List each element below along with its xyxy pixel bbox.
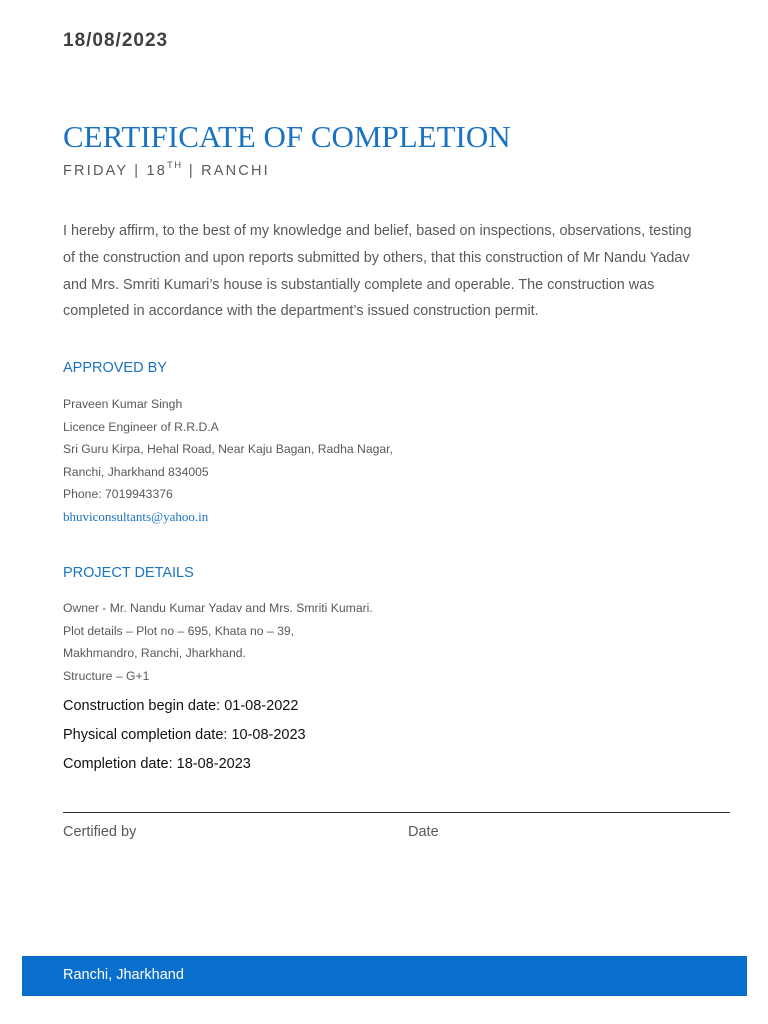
- certified-by-label: Certified by: [63, 824, 137, 840]
- approved-by-heading: APPROVED BY: [63, 360, 167, 376]
- project-plot-details: Plot details – Plot no – 695, Khata no – 39,: [63, 623, 295, 638]
- approver-email-link[interactable]: bhuviconsultants@yahoo.in: [63, 509, 209, 524]
- project-owner: Owner - Mr. Nandu Kumar Yadav and Mrs. Smriti Kumari.: [63, 601, 373, 615]
- subtitle-day: FRIDAY | 18: [63, 163, 167, 179]
- approver-name: Praveen Kumar Singh: [63, 397, 183, 411]
- approver-address-line-1: Sri Guru Kirpa, Hehal Road, Near Kaju Bagan, Radha Nagar,: [63, 442, 393, 457]
- subtitle-ordinal-suffix: TH: [167, 160, 183, 171]
- footer-location: Ranchi, Jharkhand: [63, 967, 184, 983]
- completion-date: Completion date: 18-08-2023: [63, 756, 251, 772]
- project-dates: [63, 692, 306, 779]
- approver-details: [63, 393, 393, 506]
- construction-begin-date: Construction begin date: 01-08-2022: [63, 698, 299, 714]
- footer-bar: [22, 956, 747, 996]
- project-location: Makhmandro, Ranchi, Jharkhand.: [63, 646, 246, 661]
- approver-address-line-2: Ranchi, Jharkhand 834005: [63, 464, 209, 479]
- project-details-heading: PROJECT DETAILS: [63, 565, 194, 581]
- certificate-title: CERTIFICATE OF COMPLETION: [63, 119, 511, 154]
- certificate-subtitle: [63, 160, 270, 179]
- subtitle-place: | RANCHI: [182, 163, 270, 179]
- project-details: [63, 597, 373, 687]
- signature-line: [63, 812, 730, 813]
- document-date: 18/08/2023: [63, 30, 169, 51]
- approver-designation: Licence Engineer of R.R.D.A: [63, 419, 219, 434]
- affirmation-statement: I hereby affirm, to the best of my knowledge and belief, based on inspections, observations, testing of the construction and upon reports submitted by others, that this construction of Mr Nandu Yadav and Mrs. Smriti Kumari’s house is substantially complete and operable. The construction was completed in accordance with the department’s issued construction permit.: [63, 223, 692, 320]
- project-structure: Structure – G+1: [63, 668, 150, 683]
- approver-phone: Phone: 7019943376: [63, 487, 173, 502]
- physical-completion-date: Physical completion date: 10-08-2023: [63, 727, 306, 743]
- signature-date-label: Date: [408, 824, 439, 840]
